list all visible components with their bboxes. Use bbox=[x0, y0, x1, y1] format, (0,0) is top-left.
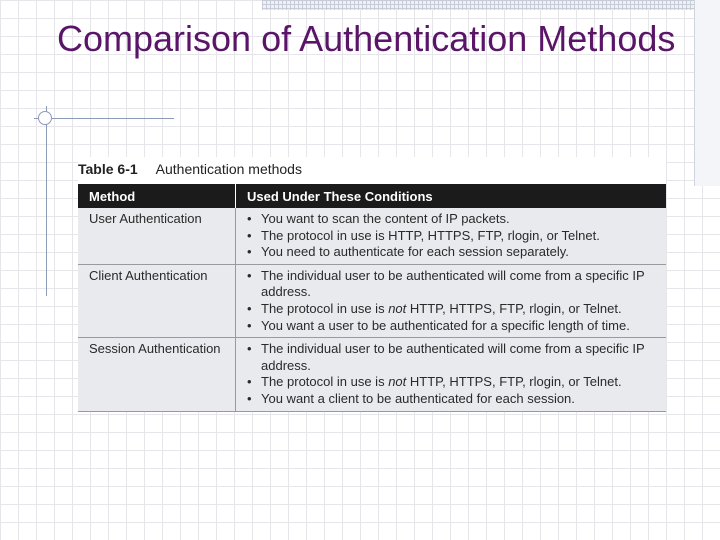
bullet-icon: • bbox=[247, 244, 252, 260]
method-cell: Client Authentication bbox=[78, 264, 236, 337]
conditions-list bbox=[247, 341, 646, 407]
bullet-icon: • bbox=[247, 267, 252, 283]
bullet-icon: • bbox=[247, 300, 252, 316]
condition-item bbox=[247, 374, 646, 391]
conditions-list bbox=[247, 211, 646, 261]
condition-text: The protocol in use is bbox=[261, 374, 389, 390]
table-row bbox=[78, 338, 666, 411]
bullet-icon: • bbox=[247, 390, 252, 406]
condition-item bbox=[247, 268, 646, 301]
condition-item bbox=[247, 341, 646, 374]
table-caption bbox=[78, 161, 302, 177]
bullet-icon: • bbox=[247, 317, 252, 333]
title-underline bbox=[34, 118, 174, 119]
condition-text: HTTP, HTTPS, FTP, rlogin, or Telnet. bbox=[406, 300, 622, 316]
bullet-icon: • bbox=[247, 374, 252, 390]
method-cell: User Authentication bbox=[78, 208, 236, 264]
condition-text: The protocol in use is bbox=[261, 300, 389, 316]
bullet-icon: • bbox=[247, 341, 252, 357]
condition-text: The protocol in use is HTTP, HTTPS, FTP, rlogin, or Telnet. bbox=[261, 227, 600, 243]
table-row bbox=[78, 264, 666, 337]
bullet-icon: • bbox=[247, 227, 252, 243]
decorative-top-band bbox=[262, 0, 720, 10]
column-header-conditions: Used Under These Conditions bbox=[236, 184, 667, 208]
conditions-cell bbox=[236, 264, 667, 337]
condition-text: The individual user to be authenticated will come from a specific IP address. bbox=[261, 341, 645, 373]
column-header-method: Method bbox=[78, 184, 236, 208]
condition-text: You want a user to be authenticated for a specific length of time. bbox=[261, 317, 630, 333]
condition-text: HTTP, HTTPS, FTP, rlogin, or Telnet. bbox=[406, 374, 622, 390]
table-caption-number: Table 6-1 bbox=[78, 161, 138, 177]
authentication-methods-table bbox=[78, 184, 666, 412]
slide-title: Comparison of Authentication Methods bbox=[57, 18, 676, 59]
condition-text: You want a client to be authenticated for each session. bbox=[261, 390, 575, 406]
condition-text: You want to scan the content of IP packets. bbox=[261, 211, 510, 226]
decorative-corner-block bbox=[694, 0, 720, 186]
condition-item bbox=[247, 391, 646, 408]
condition-text: The individual user to be authenticated will come from a specific IP address. bbox=[261, 267, 645, 300]
bullet-icon: • bbox=[247, 211, 252, 226]
condition-item bbox=[247, 301, 646, 318]
condition-text: You need to authenticate for each session separately. bbox=[261, 244, 569, 260]
authentication-methods-table-figure bbox=[78, 157, 666, 411]
condition-item bbox=[247, 211, 646, 228]
method-cell: Session Authentication bbox=[78, 338, 236, 411]
title-ring-ornament bbox=[38, 111, 52, 125]
conditions-cell bbox=[236, 338, 667, 411]
title-vertical-rule bbox=[46, 106, 47, 296]
emphasis-text: not bbox=[388, 300, 407, 316]
conditions-cell bbox=[236, 208, 667, 264]
table-header-row bbox=[78, 184, 666, 208]
table-row bbox=[78, 208, 666, 264]
emphasis-text: not bbox=[388, 374, 407, 390]
condition-item bbox=[247, 244, 646, 261]
table-caption-text: Authentication methods bbox=[155, 161, 302, 177]
condition-item bbox=[247, 318, 646, 335]
condition-item bbox=[247, 228, 646, 245]
conditions-list bbox=[247, 268, 646, 334]
table-body bbox=[78, 208, 666, 411]
